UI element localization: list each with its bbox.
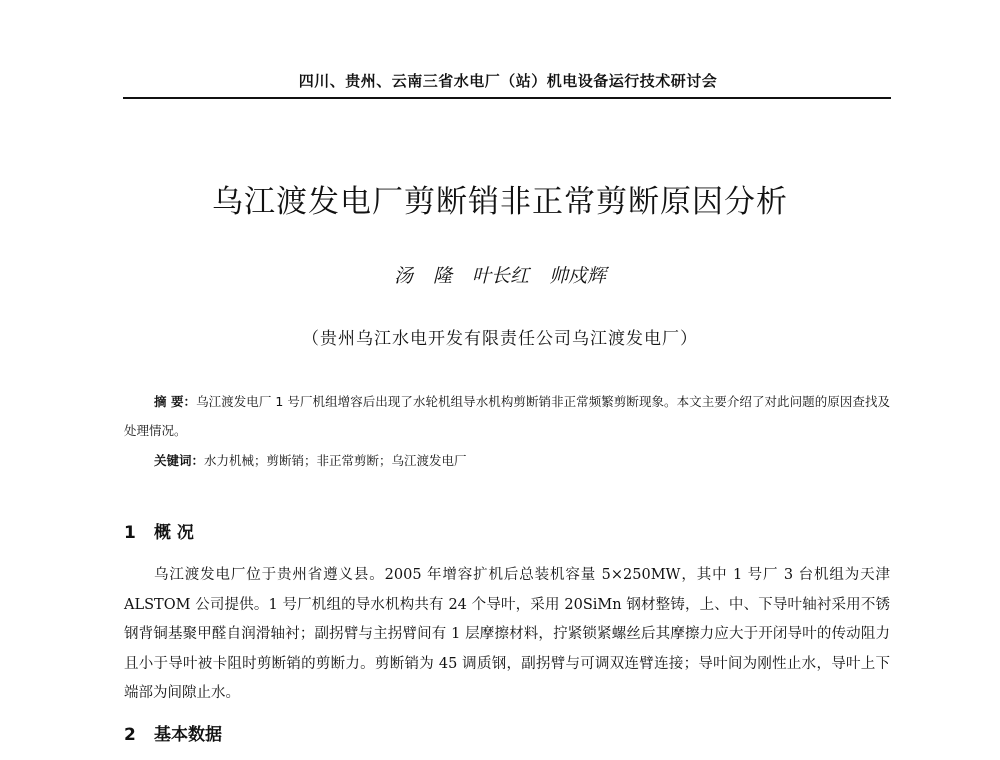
header-rule	[123, 97, 891, 99]
affiliation: （贵州乌江水电开发有限责任公司乌江渡发电厂）	[302, 329, 698, 349]
section-heading-2	[124, 722, 222, 748]
section-title: 基本数据	[154, 725, 222, 745]
running-head: 四川、贵州、云南三省水电厂（站）机电设备运行技术研讨会	[298, 72, 718, 90]
keywords-text: 水力机械；剪断销；非正常剪断；乌江渡发电厂	[204, 453, 467, 468]
abstract-paragraph	[124, 387, 890, 445]
section-number: 1	[124, 523, 136, 543]
authors: 汤 隆 叶长红 帅戍辉	[393, 265, 607, 287]
section-title: 概 况	[154, 523, 194, 543]
body-paragraph: 乌江渡发电厂位于贵州省遵义县。2005 年增容扩机后总装机容量 5×250MW，其中 1 号厂 3 台机组为天津 ALSTOM 公司提供。1 号厂机组的导水机构共有 24 个导叶，采用 20SiMn 钢材整铸，上、中、下导叶轴衬采用不锈钢背铜基聚甲醛自润滑轴衬；副拐臂与主拐臂间有 1 层摩擦材料，拧紧锁紧螺丝后其摩擦力应大于开闭导叶的传动阻力且小于导叶被卡阻时剪断销的剪断力。剪断销为 45 调质钢，副拐臂与可调双连臂连接；导叶间为刚性止水，导叶上下端部为间隙止水。	[124, 567, 890, 701]
abstract-text: 乌江渡发电厂 1 号厂机组增容后出现了水轮机组导水机构剪断销非正常频繁剪断现象。本文主要介绍了对此问题的原因查找及处理情况。	[124, 394, 890, 438]
abstract	[124, 387, 890, 445]
section-number: 2	[124, 725, 136, 745]
paper-title: 乌江渡发电厂剪断销非正常剪断原因分析	[212, 184, 788, 220]
abstract-label: 摘 要：	[154, 394, 197, 409]
section-heading-1	[124, 520, 194, 546]
keywords	[154, 450, 890, 472]
keywords-label: 关键词：	[154, 453, 205, 468]
section-1-body	[124, 561, 890, 709]
